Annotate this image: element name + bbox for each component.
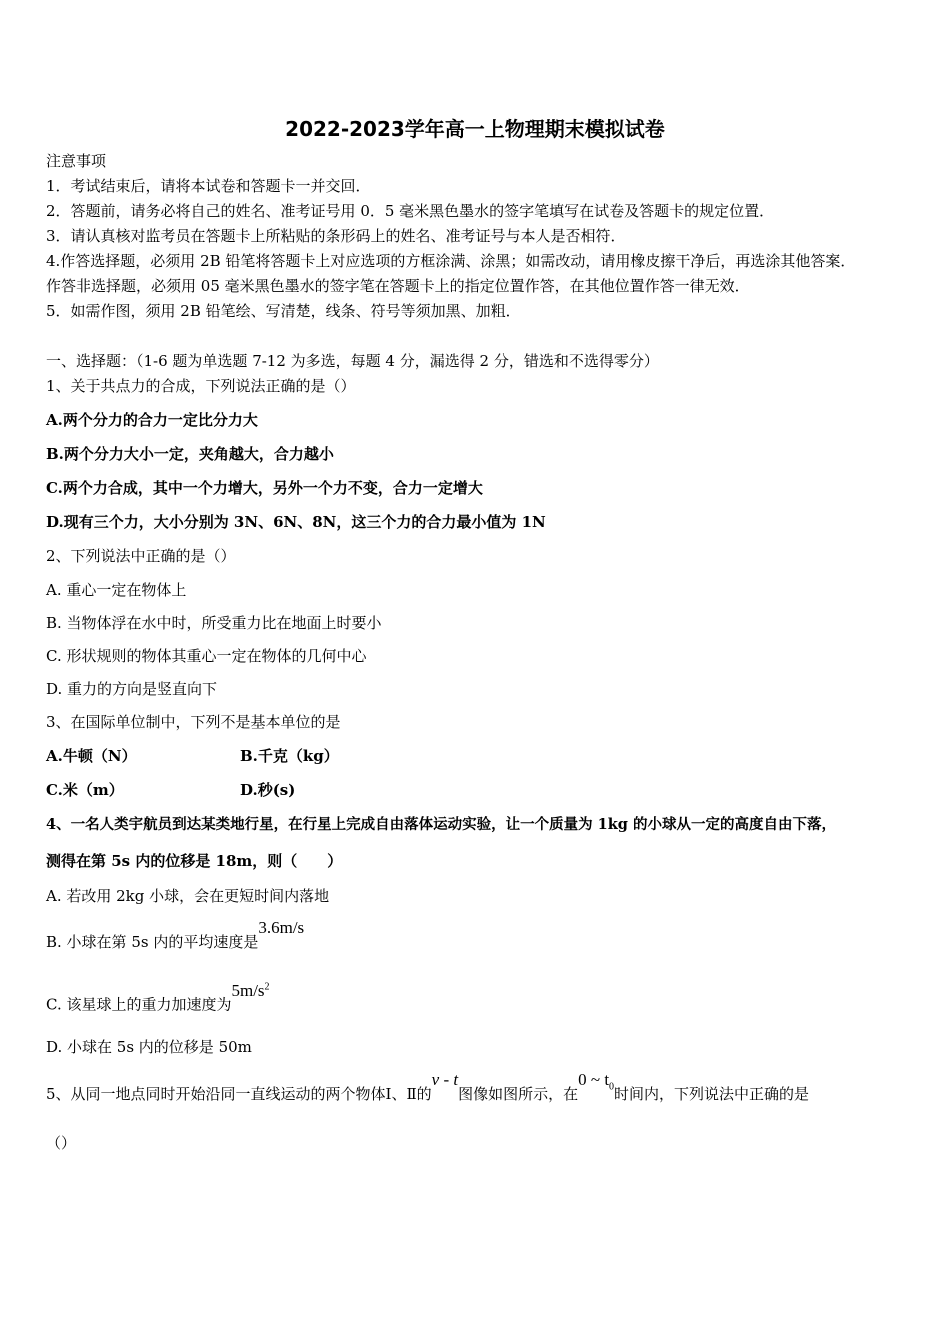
notice-heading: 注意事项 [46,152,107,170]
q1-option-b: B.两个分力大小一定，夹角越大，合力越小 [46,445,334,463]
q3-option-c: C.米（m） [46,781,124,799]
q5-range-formula-subscript: 0 [609,1081,615,1093]
q2-stem: 2、下列说法中正确的是（） [46,547,236,565]
q4-option-c-formula [231,981,269,1000]
q2-option-c: C. 形状规则的物体其重心一定在物体的几何中心 [46,647,367,665]
q5-vt-formula: v - t [431,1070,459,1089]
notice-item-2: 2．答题前，请务必将自己的姓名、准考证号用 0．5 毫米黑色墨水的签字笔填写在试卷及答题卡的规定位置． [46,202,775,220]
q3-stem: 3、在国际单位制中，下列不是基本单位的是 [46,713,341,731]
q4-option-c-text: C. 该星球上的重力加速度为 [46,995,232,1014]
q3-option-b: B.千克（kg） [240,747,339,765]
q5-stem-part-2: 图像如图所示，在 [458,1085,579,1103]
q4-option-a: A. 若改用 2kg 小球，会在更短时间内落地 [46,887,330,905]
q5-stem-part-3: 时间内，下列说法中正确的是 [614,1085,810,1103]
notice-item-5: 5．如需作图，须用 2B 铅笔绘、写清楚，线条、符号等须加黑、加粗． [46,302,521,320]
q4-option-c-formula-exponent: 2 [264,981,270,992]
section-heading: 一、选择题：（1-6 题为单选题 7-12 为多选，每题 4 分，漏选得 2 分，错选和不选得零分） [46,352,659,370]
q5-stem-line-2: （） [46,1134,77,1152]
q1-option-c: C.两个力合成，其中一个力增大，另外一个力不变，合力一定增大 [46,479,483,497]
q4-option-c [46,980,270,1015]
q5-range-formula-base: 0 ~ t [578,1070,610,1089]
q4-stem-line-1: 4、一名人类宇航员到达某类地行星，在行星上完成自由落体运动实验，让一个质量为 1kg 的小球从一定的高度自由下落， [46,816,836,833]
q2-option-d: D. 重力的方向是竖直向下 [46,680,218,698]
q4-option-b [46,918,305,952]
notice-item-4: 4.作答选择题，必须用 2B 铅笔将答题卡上对应选项的方框涂满、涂黑；如需改动，请用橡皮擦干净后，再选涂其他答案． [46,252,856,270]
q4-option-b-formula: 3.6m/s [258,918,305,937]
q1-option-a: A.两个分力的合力一定比分力大 [46,411,258,429]
q4-option-c-formula-base: 5m/s [231,980,265,1000]
q5-stem-line-1 [46,1070,810,1111]
q3-option-a: A.牛顿（N） [46,747,137,765]
q2-option-a: A. 重心一定在物体上 [46,581,187,599]
q5-stem-part-1: 5、从同一地点同时开始沿同一直线运动的两个物体Ⅰ、Ⅱ的 [46,1085,432,1103]
q4-option-b-text: B. 小球在第 5s 内的平均速度是 [46,933,259,951]
page-title: 2022-2023学年高一上物理期末模拟试卷 [285,117,665,141]
q4-stem-line-2: 测得在第 5s 内的位移是 18m，则（ ） [46,852,343,870]
notice-item-1: 1．考试结束后，请将本试卷和答题卡一并交回． [46,177,371,195]
q2-option-b: B. 当物体浮在水中时，所受重力比在地面上时要小 [46,614,382,632]
q1-option-d: D.现有三个力，大小分别为 3N、6N、8N，这三个力的合力最小值为 1N [46,513,546,531]
q3-option-d: D.秒(s) [240,781,296,799]
notice-item-4-continued: 作答非选择题，必须用 05 毫米黑色墨水的签字笔在答题卡上的指定位置作答，在其他位置作答一律无效． [46,277,750,295]
notice-item-3: 3．请认真核对监考员在答题卡上所粘贴的条形码上的姓名、准考证号与本人是否相符． [46,227,626,245]
q4-option-d: D. 小球在 5s 内的位移是 50m [46,1038,252,1056]
q5-range-formula [578,1070,615,1093]
q1-stem: 1、关于共点力的合成，下列说法正确的是（） [46,377,356,395]
